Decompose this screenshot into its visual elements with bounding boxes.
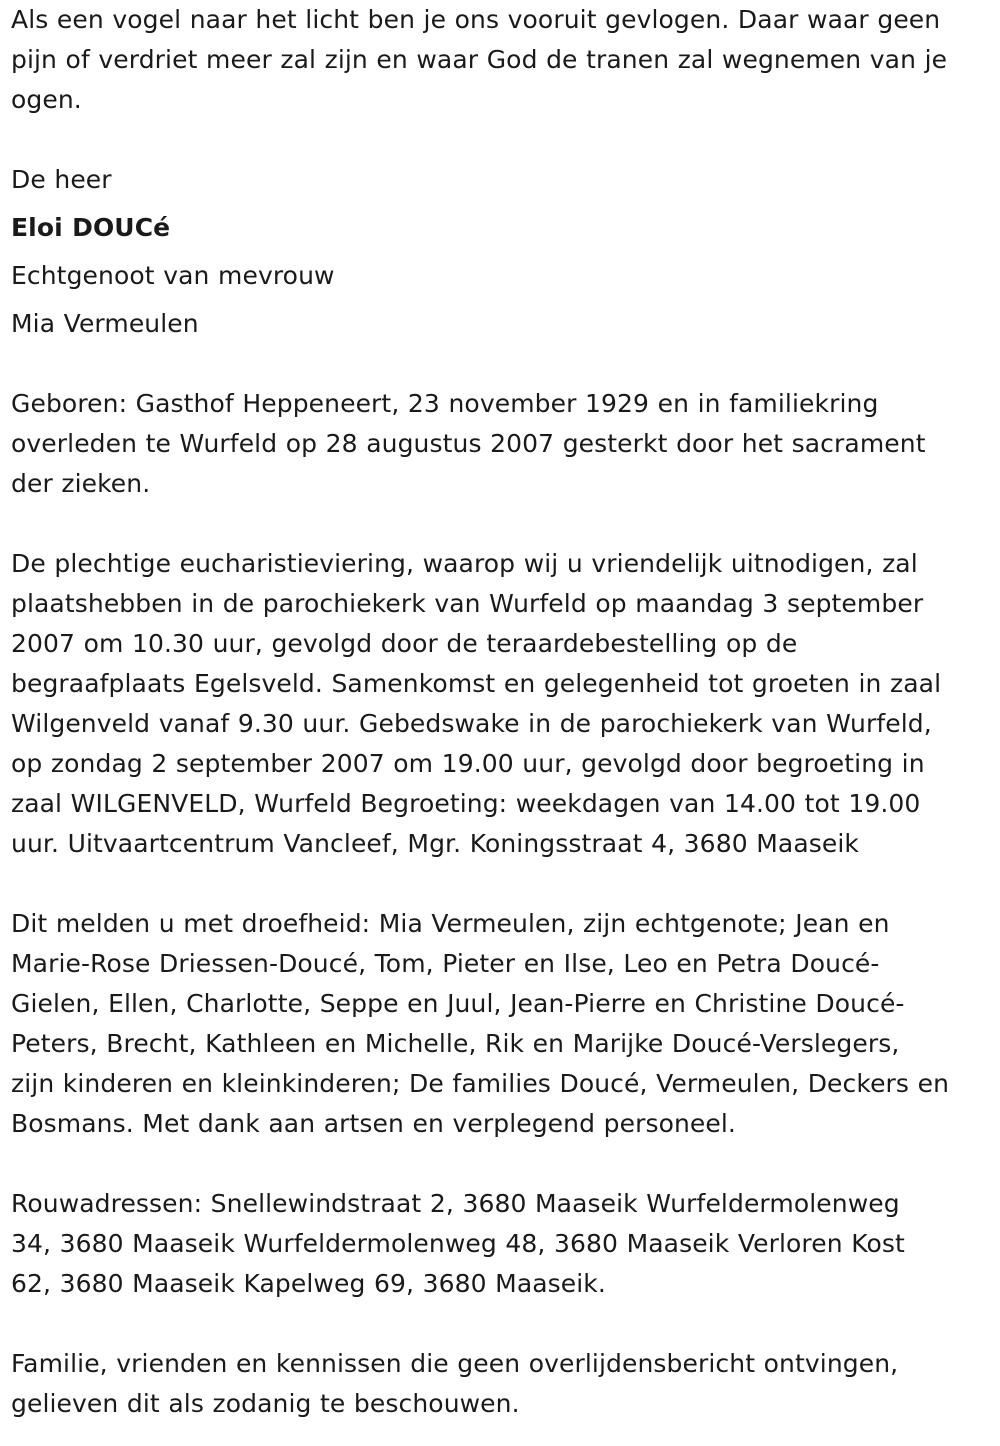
salutation: De heer: [11, 165, 112, 194]
relation-line: Echtgenoot van mevrouw: [11, 261, 335, 290]
family-paragraph: Dit melden u met droefheid: Mia Vermeulen, zijn echtgenote; Jean en Marie-Rose Driessen-Doucé, Tom, Pieter en Ilse, Leo en Petra Doucé- Gielen, Ellen, Charlotte, Seppe en Juul, Jean-Pierre en Christine Doucé- Peters, Brecht, Kathleen en Michelle, Rik en Marijke Doucé-Verslegers, zijn kinderen en kleinkinderen; De families Doucé, Vermeulen, Deckers en Bosmans. Met dank aan artsen en verplegend personeel.: [11, 909, 950, 1138]
closing-paragraph: Familie, vrienden en kennissen die geen overlijdensbericht ontvingen, gelieven dit als zodanig te beschouwen.: [11, 1349, 899, 1418]
birth-death-paragraph: Geboren: Gasthof Heppeneert, 23 november 1929 en in familiekring overleden te Wurfeld op 28 augustus 2007 gesterkt door het sacrament der zieken.: [11, 389, 926, 498]
spouse-name: Mia Vermeulen: [11, 309, 199, 338]
deceased-name: Eloi DOUCé: [11, 213, 171, 242]
addresses-paragraph: Rouwadressen: Snellewindstraat 2, 3680 Maaseik Wurfeldermolenweg 34, 3680 Maaseik Wurfeldermolenweg 48, 3680 Maaseik Verloren Kost 62, 3680 Maaseik Kapelweg 69, 3680 Maaseik.: [11, 1189, 905, 1298]
poem-paragraph: Als een vogel naar het licht ben je ons vooruit gevlogen. Daar waar geen pijn of verdriet meer zal zijn en waar God de tranen zal wegnemen van je ogen.: [11, 5, 948, 114]
ceremony-paragraph: De plechtige eucharistieviering, waarop wij u vriendelijk uitnodigen, zal plaatshebben in de parochiekerk van Wurfeld op maandag 3 september 2007 om 10.30 uur, gevolgd door de teraardebestelling op de begraafplaats Egelsveld. Samenkomst en gelegenheid tot groeten in zaal Wilgenveld vanaf 9.30 uur. Gebedswake in de parochiekerk van Wurfeld, op zondag 2 september 2007 om 19.00 uur, gevolgd door begroeting in zaal WILGENVELD, Wurfeld Begroeting: weekdagen van 14.00 tot 19.00 uur. Uitvaartcentrum Vancleef, Mgr. Koningsstraat 4, 3680 Maaseik: [11, 549, 942, 858]
obituary-notice: [11, 0, 993, 1424]
